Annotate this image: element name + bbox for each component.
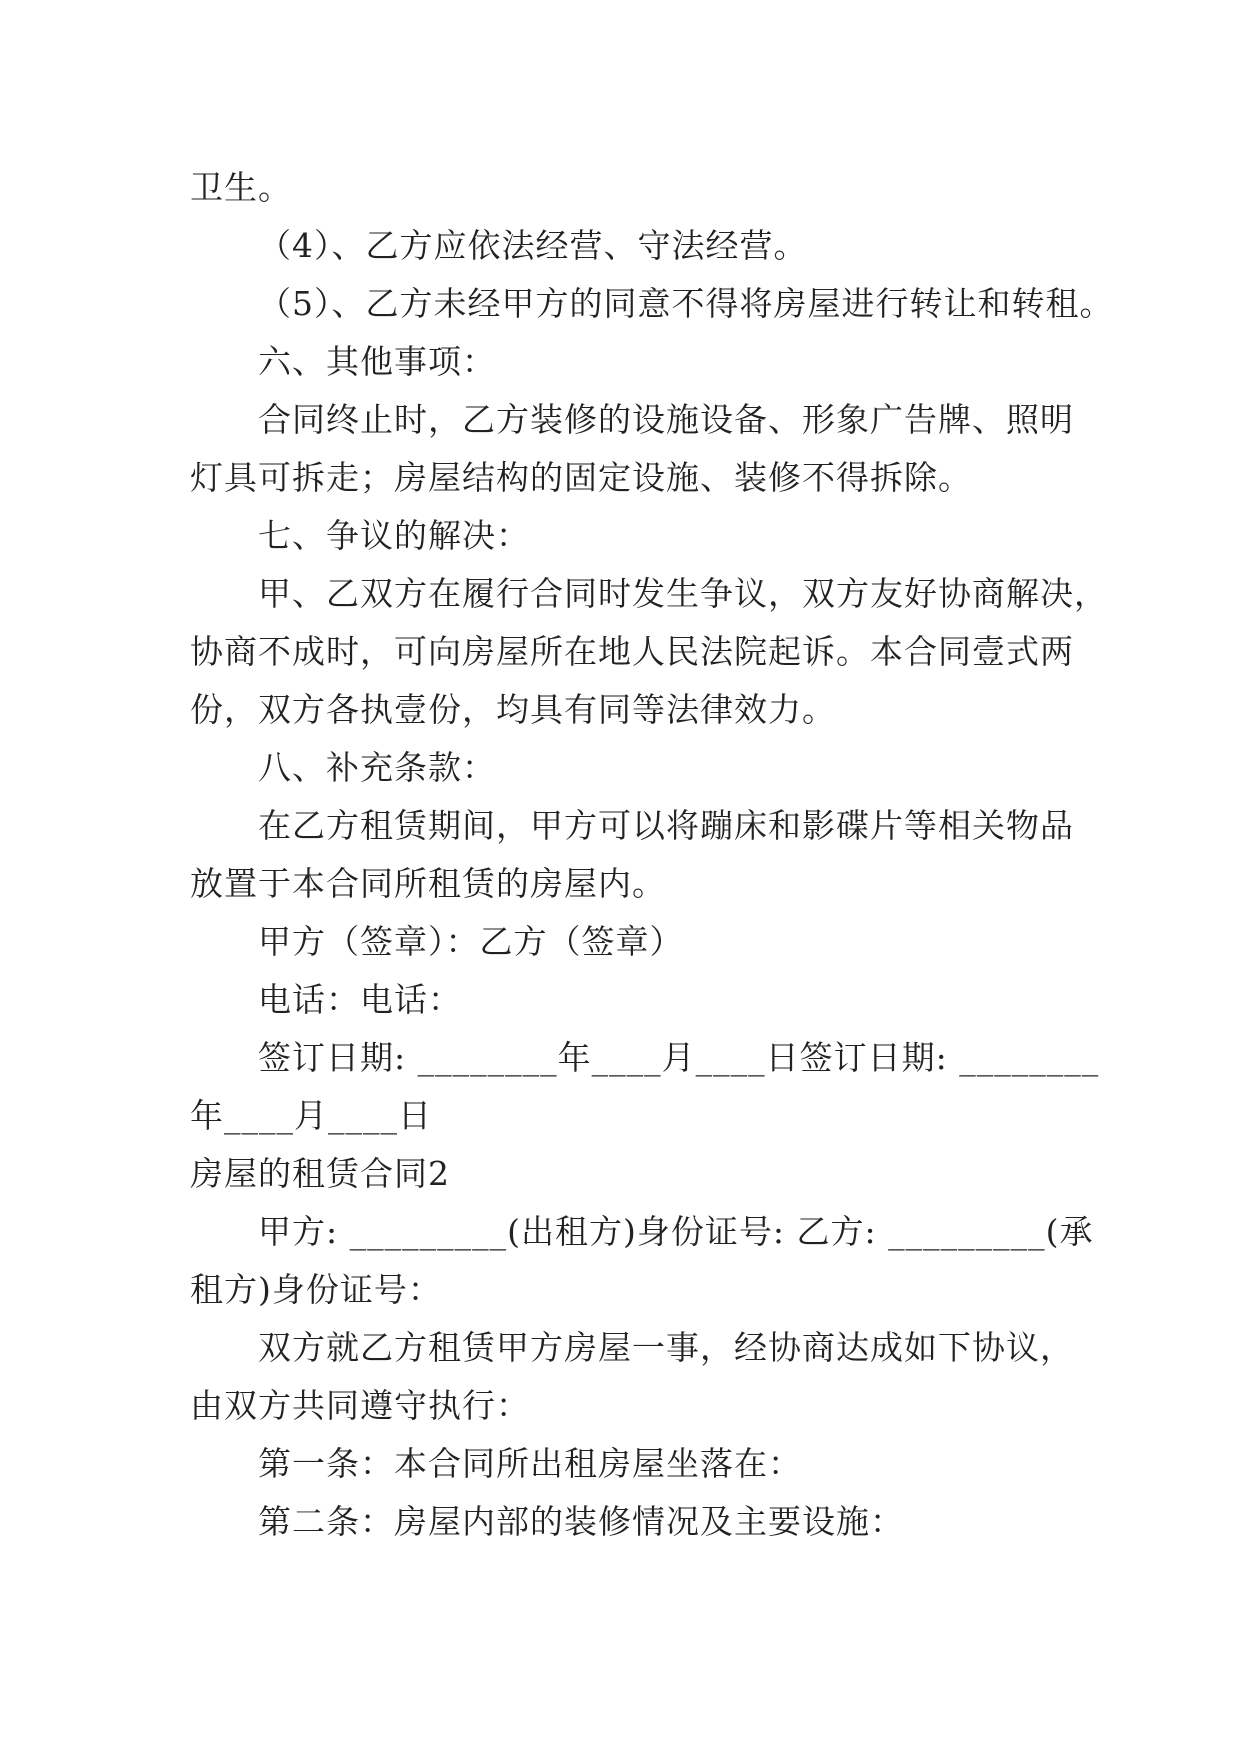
text-line-cleaning: 卫生。 — [190, 168, 292, 207]
party-line-cont: 租方)身份证号： — [190, 1270, 442, 1309]
text-line: 放置于本合同所租赁的房屋内。 — [190, 864, 666, 903]
article-2-line: 第二条：房屋内部的装修情况及主要设施： — [258, 1502, 904, 1541]
signing-date-line: 签订日期: ________年____月____日签订日期: ________ — [258, 1038, 1100, 1077]
section-heading-supplementary-terms: 八、补充条款： — [258, 748, 496, 787]
text-line: 甲、乙双方在履行合同时发生争议，双方友好协商解决， — [258, 574, 1108, 613]
text-line-item-5: （5）、乙方未经甲方的同意不得将房屋进行转让和转租。 — [258, 284, 1114, 323]
document-title-2: 房屋的租赁合同2 — [190, 1154, 450, 1193]
text-line: 份，双方各执壹份，均具有同等法律效力。 — [190, 690, 836, 729]
text-line-item-4: （4）、乙方应依法经营、守法经营。 — [258, 226, 808, 265]
signing-date-line-cont: 年____月____日 — [190, 1096, 432, 1135]
section-heading-other-matters: 六、其他事项： — [258, 342, 496, 381]
section-heading-dispute-resolution: 七、争议的解决： — [258, 516, 530, 555]
text-line: 灯具可拆走；房屋结构的固定设施、装修不得拆除。 — [190, 458, 972, 497]
text-line: 协商不成时，可向房屋所在地人民法院起诉。本合同壹式两 — [190, 632, 1074, 671]
signature-line: 甲方（签章）：乙方（签章） — [258, 922, 684, 961]
article-1-line: 第一条：本合同所出租房屋坐落在： — [258, 1444, 802, 1483]
text-line: 由双方共同遵守执行： — [190, 1386, 530, 1425]
phone-line: 电话：电话： — [258, 980, 462, 1019]
text-line: 双方就乙方租赁甲方房屋一事，经协商达成如下协议， — [258, 1328, 1074, 1367]
text-line: 合同终止时，乙方装修的设施设备、形象广告牌、照明 — [258, 400, 1074, 439]
text-line: 在乙方租赁期间，甲方可以将蹦床和影碟片等相关物品 — [258, 806, 1074, 845]
party-line: 甲方: _________(出租方)身份证号: 乙方: _________(承 — [258, 1212, 1094, 1251]
